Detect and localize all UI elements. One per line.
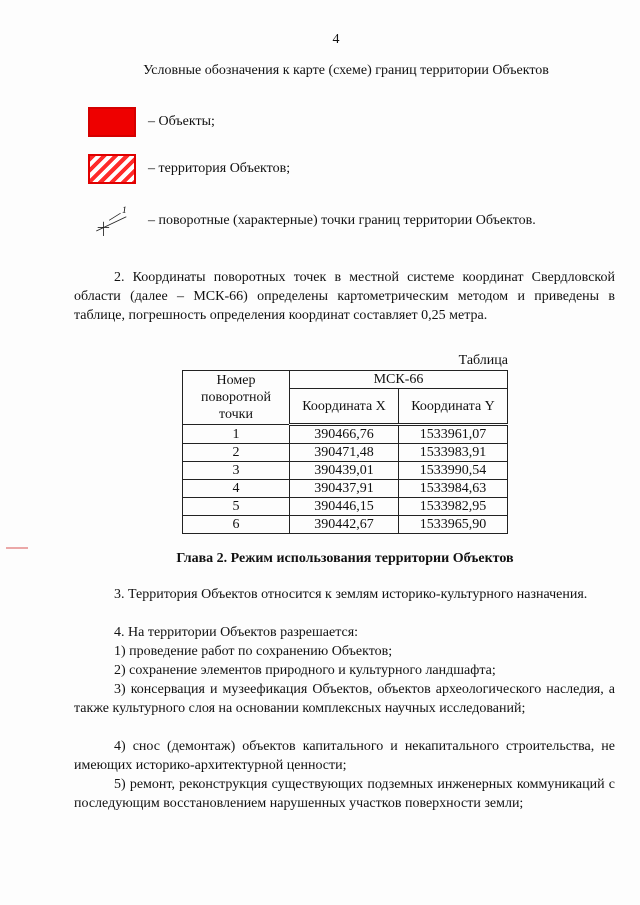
coord-y: 1533990,54 <box>399 462 508 480</box>
hatched-red-rectangle-icon <box>88 154 136 184</box>
coord-y: 1533961,07 <box>399 425 508 444</box>
point-number: 6 <box>183 516 290 534</box>
coord-x: 390466,76 <box>290 425 399 444</box>
coord-y: 1533965,90 <box>399 516 508 534</box>
list-item: 1) проведение работ по сохранению Объектов; <box>114 644 393 659</box>
page-number: 4 <box>332 32 340 47</box>
coord-x: 390439,01 <box>290 462 399 480</box>
coord-y: 1533982,95 <box>399 498 508 516</box>
legend-item-label: – Объекты; <box>148 114 215 129</box>
table-row <box>183 516 508 534</box>
point-number: 3 <box>183 462 290 480</box>
coord-y: 1533983,91 <box>399 444 508 462</box>
chapter-heading: Глава 2. Режим использования территории Объектов <box>176 551 514 566</box>
table-row <box>183 462 508 480</box>
coord-x: 390471,48 <box>290 444 399 462</box>
legend-item-turning-points <box>88 200 536 242</box>
header-x: Координата X <box>290 389 399 425</box>
header-coordinate-system: МСК-66 <box>290 371 508 389</box>
table-row <box>183 480 508 498</box>
legend-item-label: – территория Объектов; <box>148 161 291 176</box>
coord-y: 1533984,63 <box>399 480 508 498</box>
list-item: 3) консервация и музеефикация Объектов, объектов археологического наследия, а также культурного слоя на основании комплексных научных исследований; <box>74 682 615 716</box>
point-number: 5 <box>183 498 290 516</box>
table-caption: Таблица <box>458 353 508 368</box>
coord-x: 390442,67 <box>290 516 399 534</box>
solid-red-rectangle-icon <box>88 107 136 137</box>
legend-item-objects <box>88 107 215 137</box>
coord-x: 390446,15 <box>290 498 399 516</box>
scan-mark <box>6 547 28 549</box>
legend-title: Условные обозначения к карте (схеме) границ территории Объектов <box>143 63 549 78</box>
point-number: 2 <box>183 444 290 462</box>
table-row <box>183 425 508 444</box>
table-row <box>183 444 508 462</box>
point-number: 1 <box>183 425 290 444</box>
legend-item-territory <box>88 154 290 184</box>
point-number: 4 <box>183 480 290 498</box>
legend-item-label: – поворотные (характерные) точки границ территории Объектов. <box>148 213 536 228</box>
table-row <box>183 498 508 516</box>
paragraph-3: 3. Территория Объектов относится к землям историко-культурного назначения. <box>114 587 588 602</box>
list-item: 4) снос (демонтаж) объектов капитального и некапитального строительства, не имеющих историко-архитектурной ценности; <box>74 739 615 773</box>
coord-x: 390437,91 <box>290 480 399 498</box>
coordinates-table <box>182 370 508 534</box>
header-point-number: Номер поворотной точки <box>183 371 290 425</box>
header-y: Координата Y <box>399 389 508 425</box>
turning-point-marker-icon <box>88 206 136 236</box>
paragraph-4: 4. На территории Объектов разрешается: <box>114 625 359 640</box>
list-item: 5) ремонт, реконструкция существующих подземных инженерных коммуникаций с последующим восстановлением нарушенных участков поверхности земли; <box>74 777 615 811</box>
marker-number: 1 <box>122 206 127 217</box>
list-item: 2) сохранение элементов природного и культурного ландшафта; <box>114 663 496 678</box>
paragraph-2: 2. Координаты поворотных точек в местной системе координат Свердловской области (далее – МСК-66) определены картометрическим методом и приведены в таблице, погрешность определения координат составляет 0,25 метра. <box>74 270 615 323</box>
